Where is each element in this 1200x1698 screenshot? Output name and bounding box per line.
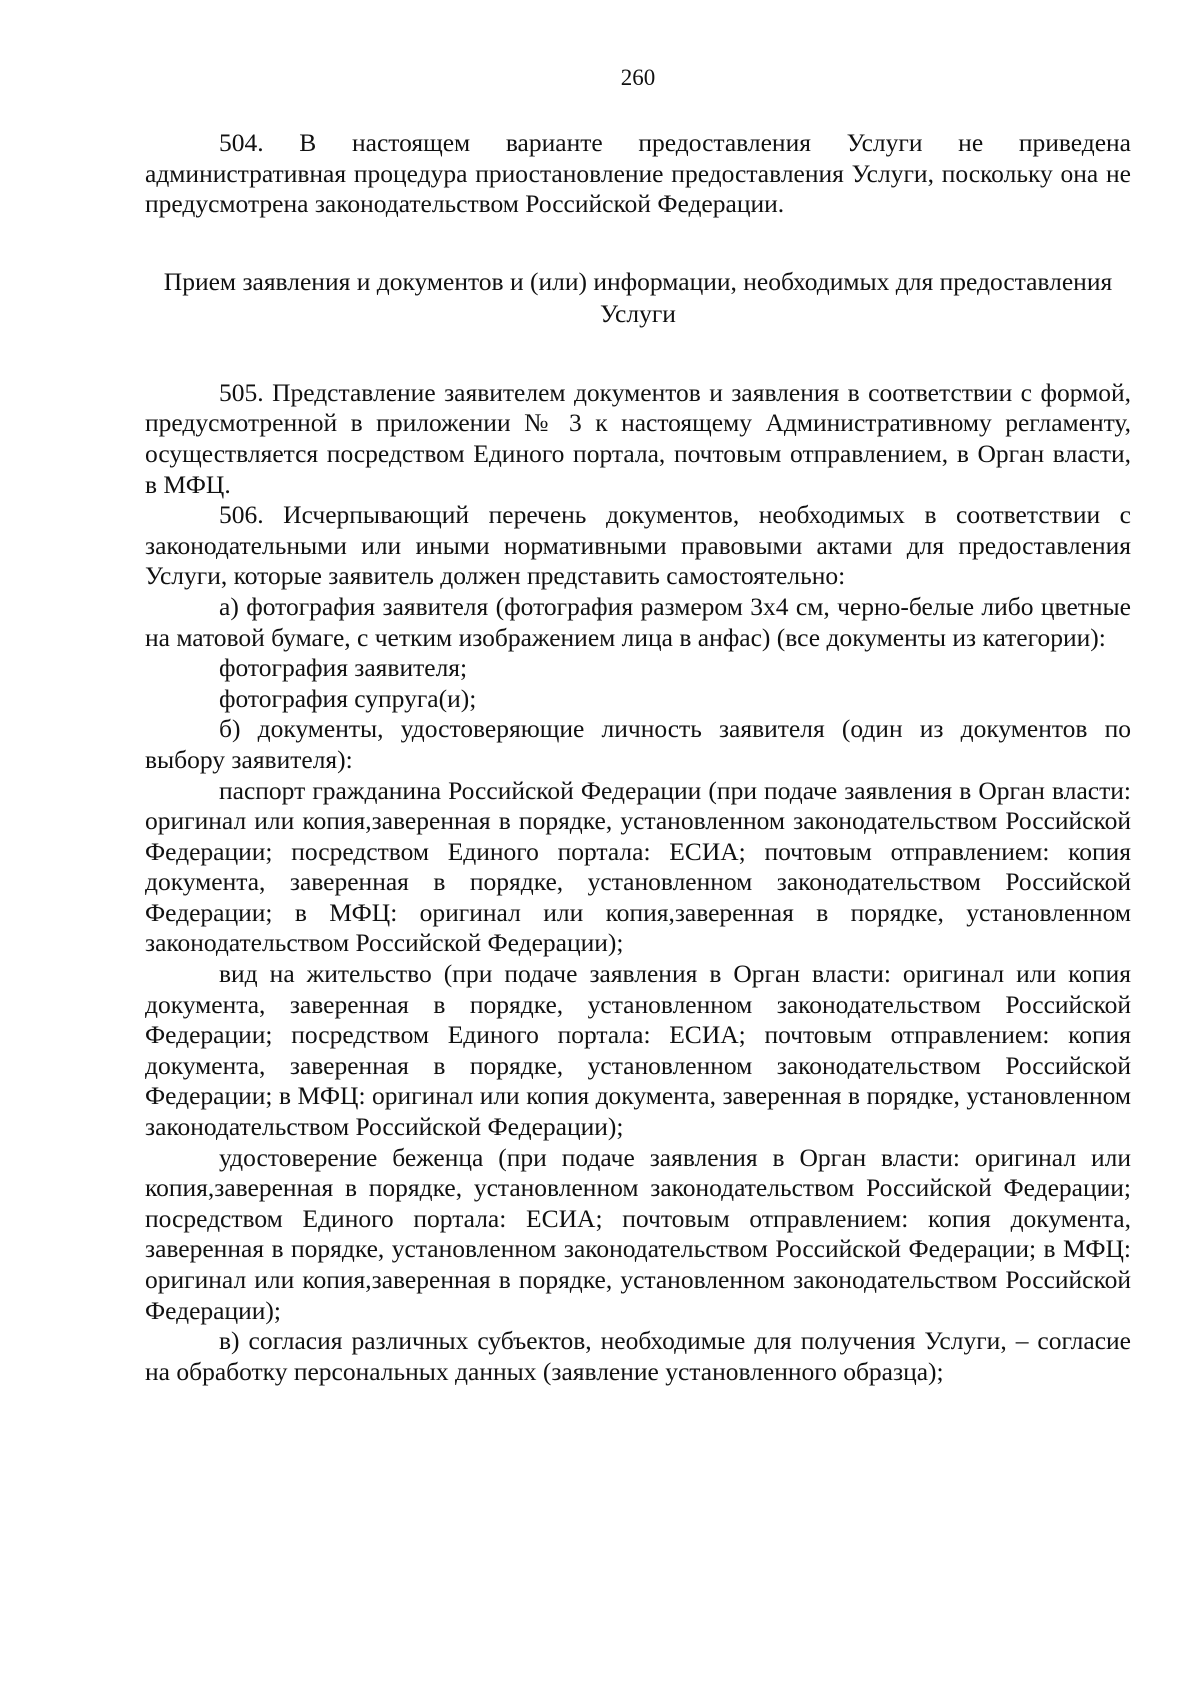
list-subitem-photo-spouse: фотография супруга(и); — [219, 683, 477, 713]
list-item-v: в) согласия различных субъектов, необходимые для получения Услуги, – согласие на обработку персональных данных (заявление установленного образца); — [145, 1326, 1131, 1386]
list-subitem-refugee-certificate: удостоверение беженца (при подаче заявления в Орган власти: оригинал или копия,заверенная в порядке, установленном законодательством Российской Федерации; посредством Единого портала: ЕСИА; почтовым отправлением: копия документа, заверенная в порядке, установленном законодательством Российской Федерации; в МФЦ: оригинал или копия,заверенная в порядке, установленном законодательством Российской Федерации); — [145, 1142, 1131, 1325]
list-item-a: а) фотография заявителя (фотография размером 3х4 см, черно-белые либо цветные на матовой бумаге, с четким изображением лица в анфас) (все документы из категории): — [145, 591, 1131, 652]
document-page — [145, 66, 1131, 1387]
page-number: 260 — [620, 65, 656, 90]
paragraph-504: 504. В настоящем варианте предоставления Услуги не приведена административная процедура приостановление предоставления Услуги, поскольку она не предусмотрена законодательством Российской Федерации. — [145, 128, 1131, 219]
section-heading: Прием заявления и документов и (или) информации, необходимых для предоставления Услуги — [163, 266, 1113, 328]
paragraph-506: 506. Исчерпывающий перечень документов, необходимых в соответствии с законодательными или иными нормативными правовыми актами для предоставления Услуги, которые заявитель должен представить самостоятельно: — [145, 500, 1131, 591]
paragraph-505: 505. Представление заявителем документов и заявления в соответствии с формой, предусмотренной в приложении № 3 к настоящему Административному регламенту, осуществляется посредством Единого портала, почтовым отправлением, в Орган власти, в МФЦ. — [145, 377, 1131, 499]
list-item-b: б) документы, удостоверяющие личность заявителя (один из документов по выбору заявителя): — [145, 714, 1131, 774]
list-subitem-passport: паспорт гражданина Российской Федерации (при подаче заявления в Орган власти: оригинал или копия,заверенная в порядке, установленном законодательством Российской Федерации; посредством Единого портала: ЕСИА; почтовым отправлением: копия документа, заверенная в порядке, установленном законодательством Российской Федерации; в МФЦ: оригинал или копия,заверенная в порядке, установленном законодательством Российской Федерации); — [145, 775, 1131, 958]
list-subitem-photo-applicant: фотография заявителя; — [219, 653, 468, 683]
list-subitem-residence-permit: вид на жительство (при подаче заявления в Орган власти: оригинал или копия документа, заверенная в порядке, установленном законодательством Российской Федерации; посредством Единого портала: ЕСИА; почтовым отправлением: копия документа, заверенная в порядке, установленном законодательством Российской Федерации; в МФЦ: оригинал или копия документа, заверенная в порядке, установленном законодательством Российской Федерации); — [145, 959, 1131, 1142]
